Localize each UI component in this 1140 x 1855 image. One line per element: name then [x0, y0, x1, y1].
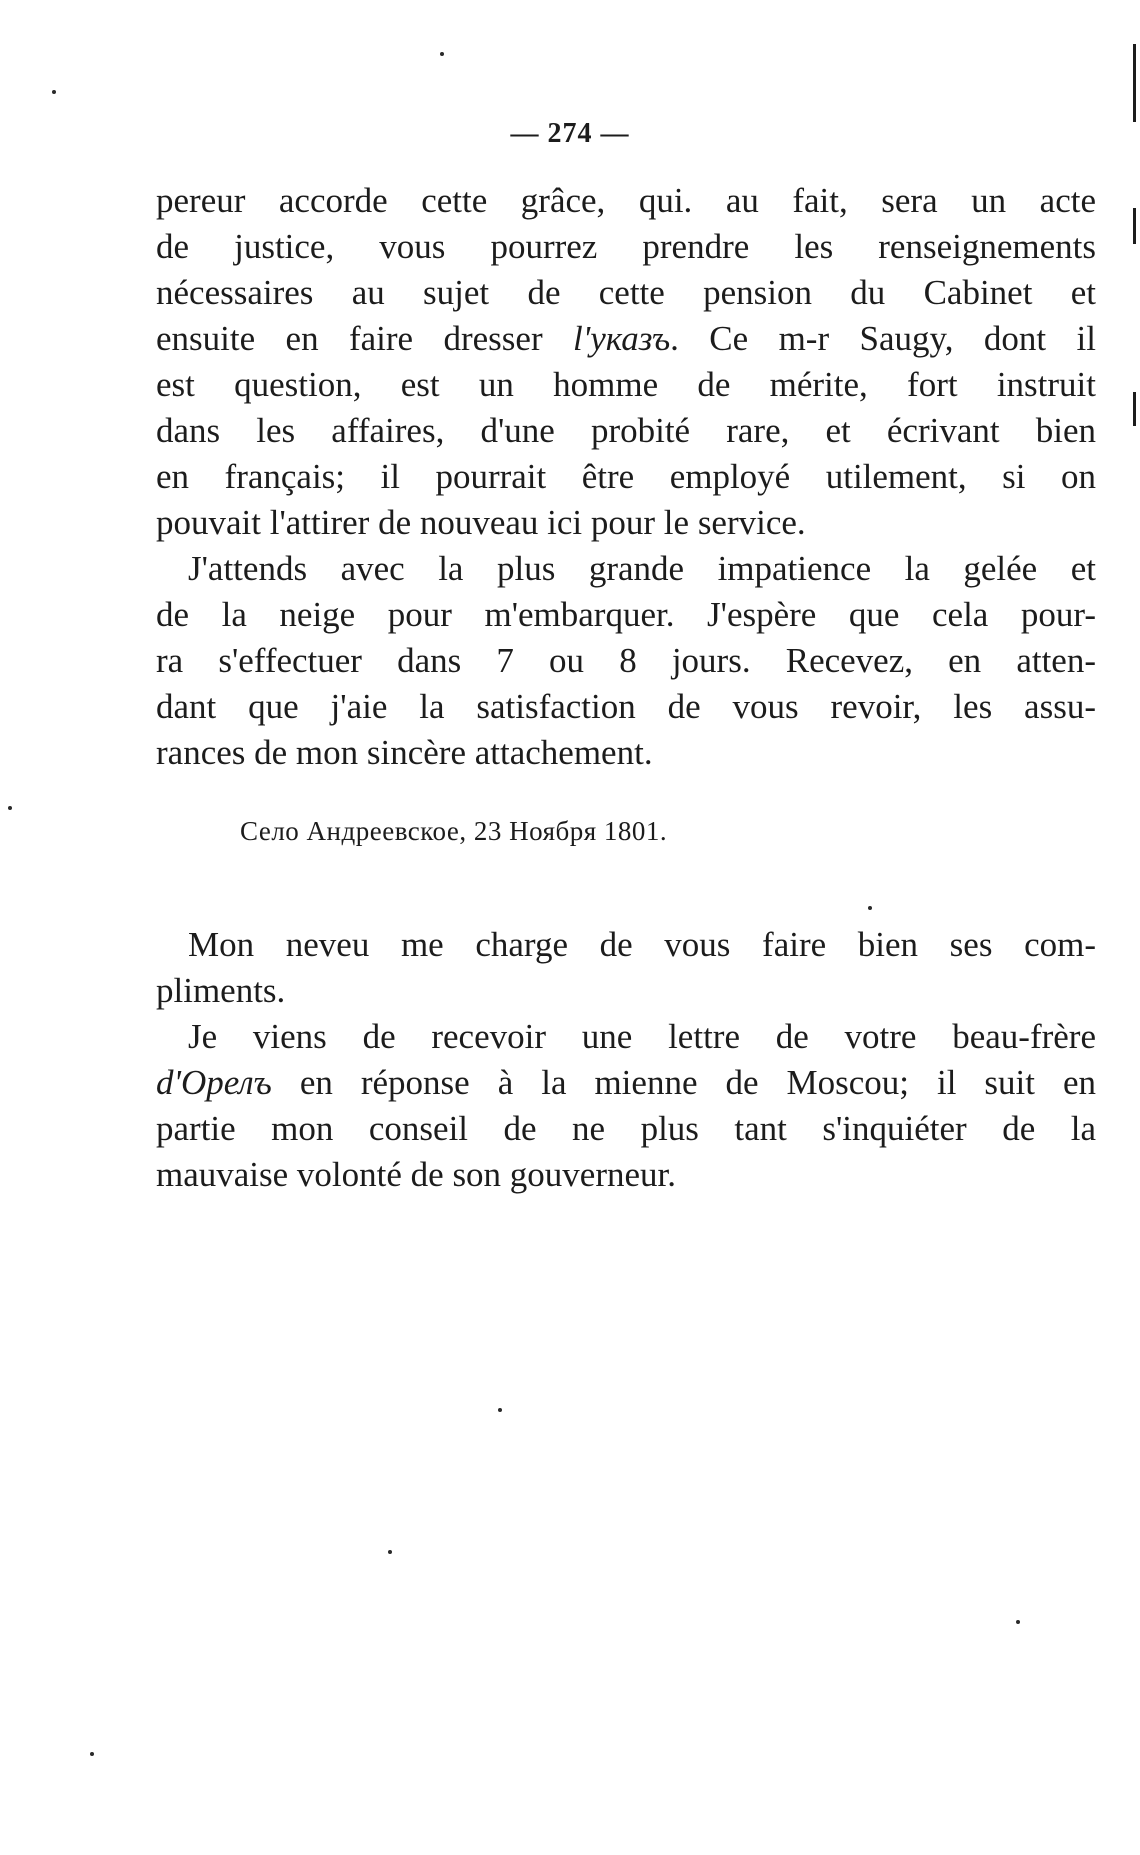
text-line: nécessaires au sujet de cette pension du Cabinet et: [156, 273, 1096, 312]
text-line: de justice, vous pourrez prendre les renseignements: [156, 227, 1096, 266]
text-line: en français; il pourrait être employé utilement, si on: [156, 457, 1096, 496]
scan-speck: [868, 906, 872, 910]
dateline: Село Андреевское, 23 Ноября 1801.: [240, 816, 668, 846]
italic-russian-word: d'Орелъ: [156, 1063, 272, 1102]
scan-speck: [388, 1550, 392, 1554]
page-number: — 274 —: [510, 118, 630, 149]
scan-speck: [52, 90, 56, 94]
page-edge-line: [1133, 392, 1136, 426]
italic-russian-word: l'указъ: [573, 319, 671, 358]
scan-speck: [440, 52, 444, 56]
text-run: ensuite en faire dresser: [156, 319, 574, 358]
text-line: dant que j'aie la satisfaction de vous revoir, les assu-: [156, 687, 1096, 726]
text-run: en réponse à la mienne de Moscou; il suit en: [271, 1063, 1096, 1102]
text-line: pouvait l'attirer de nouveau ici pour le service.: [156, 503, 806, 542]
paragraph-start-line: Mon neveu me charge de vous faire bien ses com-: [188, 925, 1096, 964]
paragraph-start-line: J'attends avec la plus grande impatience la gelée et: [188, 549, 1096, 588]
paragraph-start-line: Je viens de recevoir une lettre de votre beau-frère: [188, 1017, 1096, 1056]
text-line: rances de mon sincère attachement.: [156, 733, 653, 772]
text-line: dans les affaires, d'une probité rare, et écrivant bien: [156, 411, 1096, 450]
text-line: ra s'effectuer dans 7 ou 8 jours. Recevez, en atten-: [156, 641, 1096, 680]
scan-speck: [8, 806, 12, 810]
scan-speck: [498, 1408, 502, 1412]
text-line: pliments.: [156, 971, 286, 1010]
scan-speck: [90, 1752, 94, 1756]
page-edge-line: [1133, 208, 1136, 244]
scan-speck: [1016, 1620, 1020, 1624]
text-line: pereur accorde cette grâce, qui. au fait, sera un acte: [156, 181, 1096, 220]
text-line: est question, est un homme de mérite, fort instruit: [156, 365, 1096, 404]
page-edge-line: [1133, 44, 1136, 122]
text-line: [156, 1060, 1096, 1106]
text-line: partie mon conseil de ne plus tant s'inquiéter de la: [156, 1109, 1096, 1148]
text-line: de la neige pour m'embarquer. J'espère que cela pour-: [156, 595, 1096, 634]
letter-body: [156, 178, 1096, 776]
text-line: mauvaise volonté de son gouverneur.: [156, 1155, 677, 1194]
text-line: [156, 316, 1096, 362]
postscript: [156, 922, 1096, 1198]
text-run: . Ce m-r Saugy, dont il: [670, 319, 1096, 358]
